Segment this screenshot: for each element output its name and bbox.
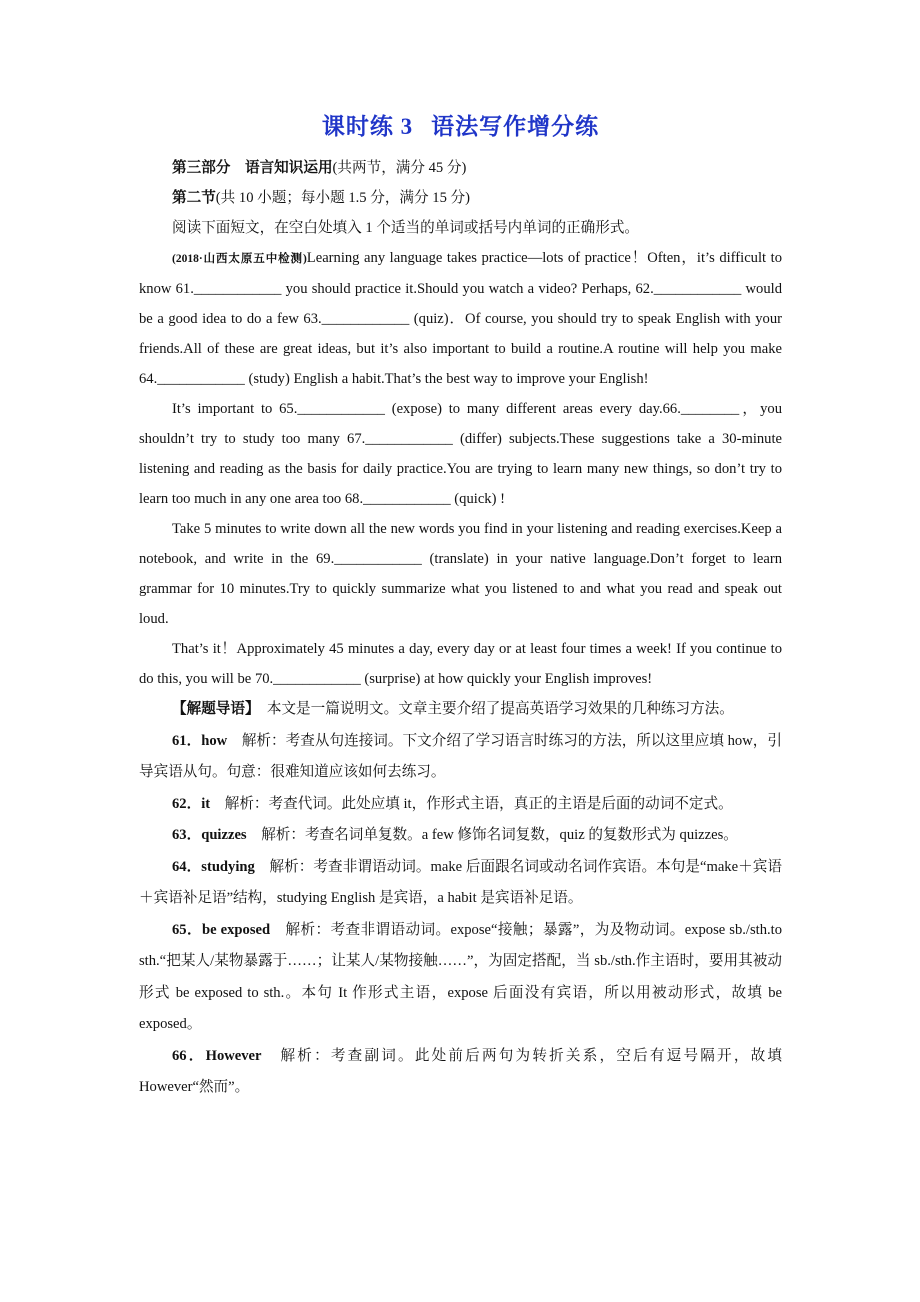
answer-number: 66． xyxy=(172,1047,206,1064)
answer-explanation: 解析：考查副词。此处前后两句为转折关系，空后有逗号隔开，故填 However“然而”。 xyxy=(139,1047,782,1095)
answer-item xyxy=(139,1041,782,1104)
passage-paragraph-2: It’s important to 65.____________ (expose) to many different areas every day.66.________，you shouldn’t try to study too many 67.____________ (differ) subjects.These suggestions take a 30-minute listening and reading as the basis for daily practice.You are trying to learn many new things, so don’t try to learn too much in any one area too 68.____________ (quick) ! xyxy=(139,401,782,507)
answer-number: 63． xyxy=(172,827,202,843)
answer-number: 64． xyxy=(172,858,202,875)
answer-number: 62． xyxy=(172,795,202,812)
guide xyxy=(139,694,782,726)
passage-paragraph-3: Take 5 minutes to write down all the new words you find in your listening and reading exercises.Keep a notebook, and write in the 69.____________ (translate) in your native language.Don’t forget to learn grammar for 10 minutes.Try to quickly summarize what you listened to and what you read and speak out loud. xyxy=(139,521,782,627)
page-title xyxy=(139,108,782,141)
answer-explanation: 解析：考查从句连接词。下文介绍了学习语言时练习的方法，所以这里应填 how，引导宾语从句。句意：很难知道应该如何去练习。 xyxy=(139,732,782,780)
answer-explanation: 解析：考查代词。此处应填 it，作形式主语，真正的主语是后面的动词不定式。 xyxy=(210,795,733,812)
answer-key: studying xyxy=(201,858,255,875)
title-topic: 语法写作增分练 xyxy=(431,114,600,139)
section-header xyxy=(139,153,782,183)
passage-p1-text: Learning any language takes practice—lots of practice！Often，it’s difficult to know 61.____________ you should practice it.Should you watch a video? Perhaps, 62.____________ would be a good idea to do a few 63.____________ (quiz)．Of course, you should try to speak English with your friends.All of these are great ideas, but it’s also important to build a routine.A routine will help you make 64.____________ (study) English a habit.That’s the best way to improve your English! xyxy=(139,250,782,387)
passage-paragraph-4: That’s it！Approximately 45 minutes a day, every day or at least four times a week! If you continue to do this, you will be 70.____________ (surprise) at how quickly your English improves! xyxy=(139,641,782,687)
answer-item xyxy=(139,789,782,821)
guide-tag: 【解题导语】 xyxy=(172,701,253,717)
part-note: (共两节，满分 45 分) xyxy=(332,160,467,176)
sub-title: 第二节 xyxy=(172,190,216,206)
answer-key: be exposed xyxy=(202,921,271,938)
answer-explanation: 解析：考查非谓语动词。make 后面跟名词或动名词作宾语。本句是“make＋宾语＋宾语补足语”结构，studying English 是宾语，a habit 是宾语补足语。 xyxy=(139,858,782,906)
answer-explanation: 解析：考查非谓语动词。expose“接触；暴露”，为及物动词。expose sb./sth.to sth.“把某人/某物暴露于……；让某人/某物接触……”，为固定搭配，当 sb./sth.作主语时，要用其被动形式 be exposed to sth.。本句 It 作形式主语，expose 后面没有宾语，所以用被动形式，故填 be exposed。 xyxy=(139,921,782,1032)
answer-key: quizzes xyxy=(201,827,247,843)
title-lesson: 课时练 3 xyxy=(321,114,414,139)
answer-item xyxy=(139,915,782,1041)
answer-key: it xyxy=(201,795,211,812)
sub-note: (共 10 小题；每小题 1.5 分，满分 15 分) xyxy=(215,190,470,206)
guide-text: 本文是一篇说明文。文章主要介绍了提高英语学习效果的几种练习方法。 xyxy=(252,701,734,717)
answer-number: 61． xyxy=(172,732,202,749)
answer-key: how xyxy=(201,732,228,749)
answer-number: 65． xyxy=(172,921,202,938)
subsection-header xyxy=(139,183,782,213)
answer-item xyxy=(139,852,782,915)
answer-item xyxy=(139,820,782,852)
passage-paragraph-1 xyxy=(139,243,782,394)
document-page xyxy=(139,108,782,1104)
answer-key: However xyxy=(205,1047,262,1064)
passage-source: (2018·山西太原五中检测) xyxy=(172,253,307,265)
instruction: 阅读下面短文，在空白处填入 1 个适当的单词或括号内单词的正确形式。 xyxy=(172,220,640,236)
part-title: 第三部分 语言知识运用 xyxy=(172,160,333,176)
answer-explanation: 解析：考查名词单复数。a few 修饰名词复数，quiz 的复数形式为 quizzes。 xyxy=(246,827,738,843)
answer-item xyxy=(139,726,782,789)
